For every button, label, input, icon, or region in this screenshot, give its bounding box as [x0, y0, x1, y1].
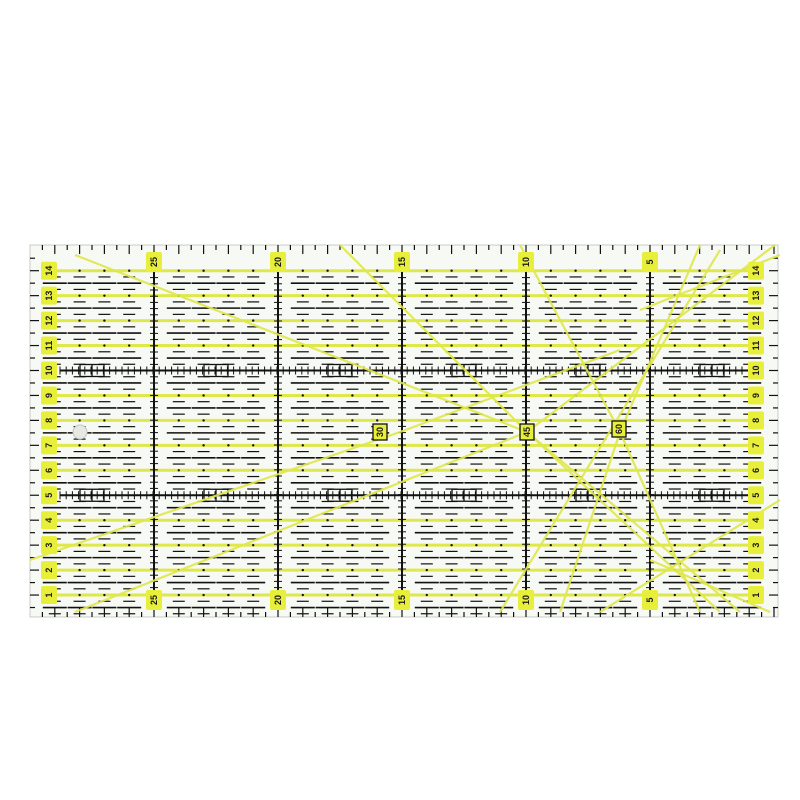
svg-text:14: 14 — [751, 265, 761, 276]
svg-text:8: 8 — [44, 417, 54, 423]
svg-text:4: 4 — [751, 517, 761, 523]
svg-text:3: 3 — [44, 542, 54, 548]
svg-text:7: 7 — [44, 442, 54, 448]
svg-text:25: 25 — [149, 256, 159, 268]
svg-text:10: 10 — [521, 594, 531, 606]
svg-text:13: 13 — [751, 290, 761, 301]
svg-text:30: 30 — [375, 426, 385, 438]
svg-text:1: 1 — [44, 592, 54, 598]
svg-text:12: 12 — [751, 315, 761, 326]
svg-text:6: 6 — [44, 467, 54, 473]
svg-text:5: 5 — [44, 492, 54, 498]
svg-text:1: 1 — [751, 592, 761, 598]
svg-text:9: 9 — [751, 392, 761, 398]
svg-text:5: 5 — [645, 597, 655, 603]
svg-text:13: 13 — [44, 290, 54, 301]
svg-text:8: 8 — [751, 417, 761, 423]
svg-text:7: 7 — [751, 442, 761, 448]
svg-text:11: 11 — [751, 340, 761, 351]
svg-text:20: 20 — [273, 256, 283, 268]
svg-text:3: 3 — [751, 542, 761, 548]
svg-text:15: 15 — [397, 594, 407, 606]
svg-text:10: 10 — [751, 365, 761, 376]
svg-text:2: 2 — [44, 567, 54, 573]
svg-text:12: 12 — [44, 315, 54, 326]
svg-text:45: 45 — [522, 426, 532, 438]
svg-text:4: 4 — [44, 517, 54, 523]
svg-text:9: 9 — [44, 392, 54, 398]
svg-text:6: 6 — [751, 467, 761, 473]
svg-text:10: 10 — [44, 365, 54, 376]
hanging-hole — [73, 425, 87, 439]
svg-text:11: 11 — [44, 340, 54, 351]
svg-text:5: 5 — [645, 259, 655, 265]
svg-text:14: 14 — [44, 265, 54, 276]
svg-text:20: 20 — [273, 594, 283, 606]
svg-text:60: 60 — [614, 423, 624, 435]
svg-text:5: 5 — [751, 492, 761, 498]
svg-text:25: 25 — [149, 594, 159, 606]
svg-text:10: 10 — [521, 256, 531, 268]
svg-text:2: 2 — [751, 567, 761, 573]
svg-text:15: 15 — [397, 256, 407, 268]
